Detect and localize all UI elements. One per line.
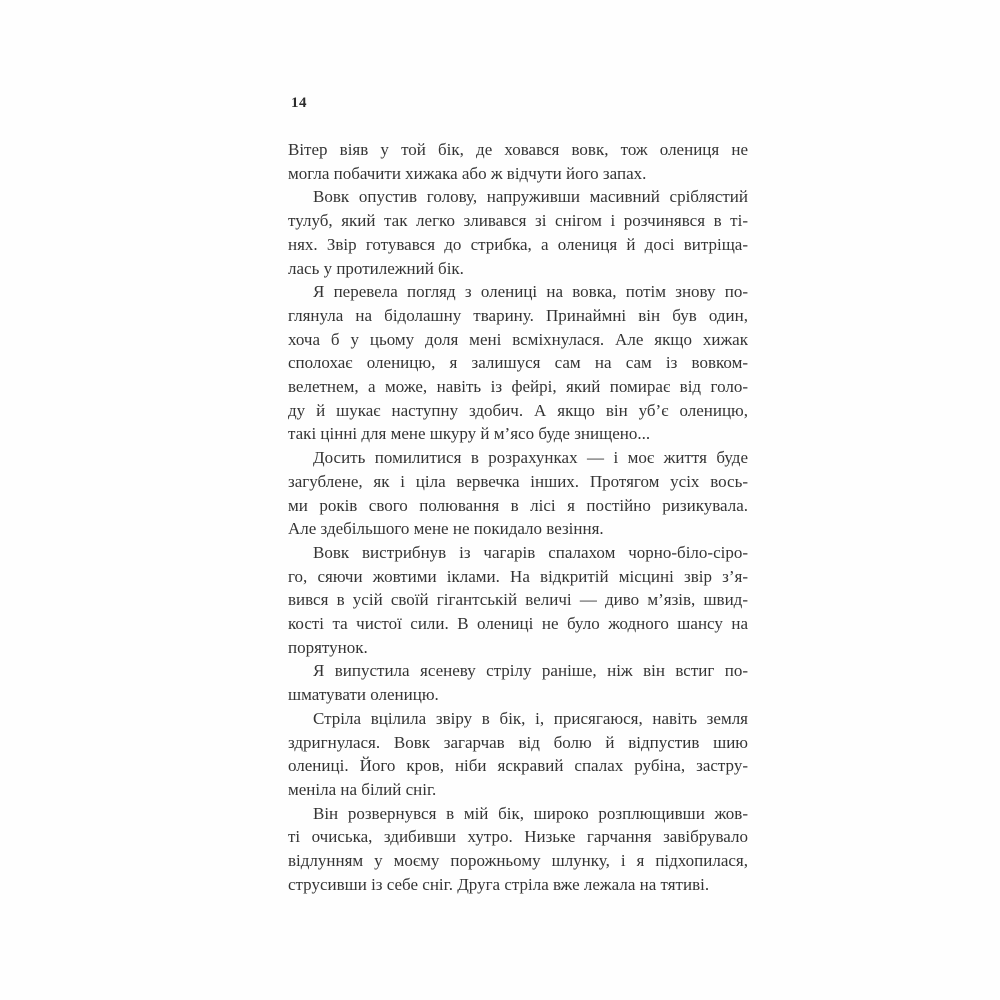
- text-line: велетнем, а може, навіть із фейрі, який помирає від голо-: [288, 377, 748, 397]
- text-line: ми років свого полювання в лісі я постійно ризикувала.: [288, 495, 748, 515]
- text-line: нях. Звір готувався до стрибка, а олениця й досі витріща-: [288, 234, 748, 254]
- text-line: олениці. Його кров, ніби яскравий спалах рубіна, застру-: [288, 756, 748, 776]
- text-line: ду й шукає наступну здобич. А якщо він уб’є оленицю,: [288, 400, 748, 420]
- text-line: ті очиська, здибивши хутро. Низьке гарчання завібрувало: [288, 827, 748, 847]
- text-line: лась у протилежний бік.: [288, 258, 464, 278]
- text-line: могла побачити хижака або ж відчути його запах.: [288, 163, 647, 183]
- text-line: відлунням у моєму порожньому шлунку, і я підхопилася,: [288, 851, 748, 871]
- text-line: Вітер віяв у той бік, де ховався вовк, тож олениця не: [288, 140, 748, 159]
- text-line: Він розвернувся в мій бік, широко розплющивши жов-: [313, 803, 748, 823]
- text-line: Вовк вистрибнув із чагарів спалахом чорно-біло-сіро-: [313, 542, 748, 562]
- paragraph: [288, 280, 748, 446]
- paragraph: [288, 802, 748, 897]
- text-line: глянула на бідолашну тварину. Принаймні він був один,: [288, 305, 748, 325]
- text-line: Вовк опустив голову, напруживши масивний сріблястий: [313, 187, 748, 207]
- paragraph: [288, 185, 748, 280]
- text-line: шматувати оленицю.: [288, 685, 439, 705]
- text-line: здригнулася. Вовк загарчав від болю й відпустив шию: [288, 732, 748, 752]
- paragraph: [288, 541, 748, 660]
- text-line: сполохає оленицю, я залишуся сам на сам із вовком-: [288, 353, 748, 373]
- page-number: 14: [291, 95, 307, 111]
- text-line: Я перевела погляд з олениці на вовка, потім знову по-: [313, 282, 748, 302]
- text-line: Стріла вцілила звіру в бік, і, присягаюся, навіть земля: [313, 708, 748, 728]
- text-line: струсивши із себе сніг. Друга стріла вже лежала на тятиві.: [288, 874, 710, 894]
- text-line: Досить помилитися в розрахунках — і моє життя буде: [313, 448, 748, 468]
- text-line: го, сяючи жовтими іклами. На відкритій місцині звір з’я-: [288, 566, 748, 586]
- text-line: вився в усій своїй гігантській величі — диво м’язів, швид-: [288, 590, 748, 610]
- text-block: [288, 138, 748, 897]
- paragraph: [288, 707, 748, 802]
- text-line: такі цінні для мене шкуру й м’ясо буде знищено...: [288, 424, 651, 444]
- text-line: кості та чистої сили. В олениці не було жодного шансу на: [288, 614, 748, 634]
- text-line: Але здебільшого мене не покидало везіння.: [288, 519, 604, 539]
- text-line: загублене, як і ціла вервечка інших. Протягом усіх вось-: [288, 471, 748, 491]
- text-line: порятунок.: [288, 637, 368, 657]
- text-line: тулуб, який так легко зливався зі снігом і розчинявся в ті-: [288, 211, 748, 231]
- text-line: меніла на білий сніг.: [288, 779, 437, 799]
- paragraph: [288, 138, 748, 185]
- text-line: Я випустила ясеневу стрілу раніше, ніж він встиг по-: [313, 661, 748, 681]
- paragraph: [288, 446, 748, 541]
- paragraph: [288, 659, 748, 706]
- text-line: хоча б у цьому доля мені всміхнулася. Але якщо хижак: [288, 329, 748, 349]
